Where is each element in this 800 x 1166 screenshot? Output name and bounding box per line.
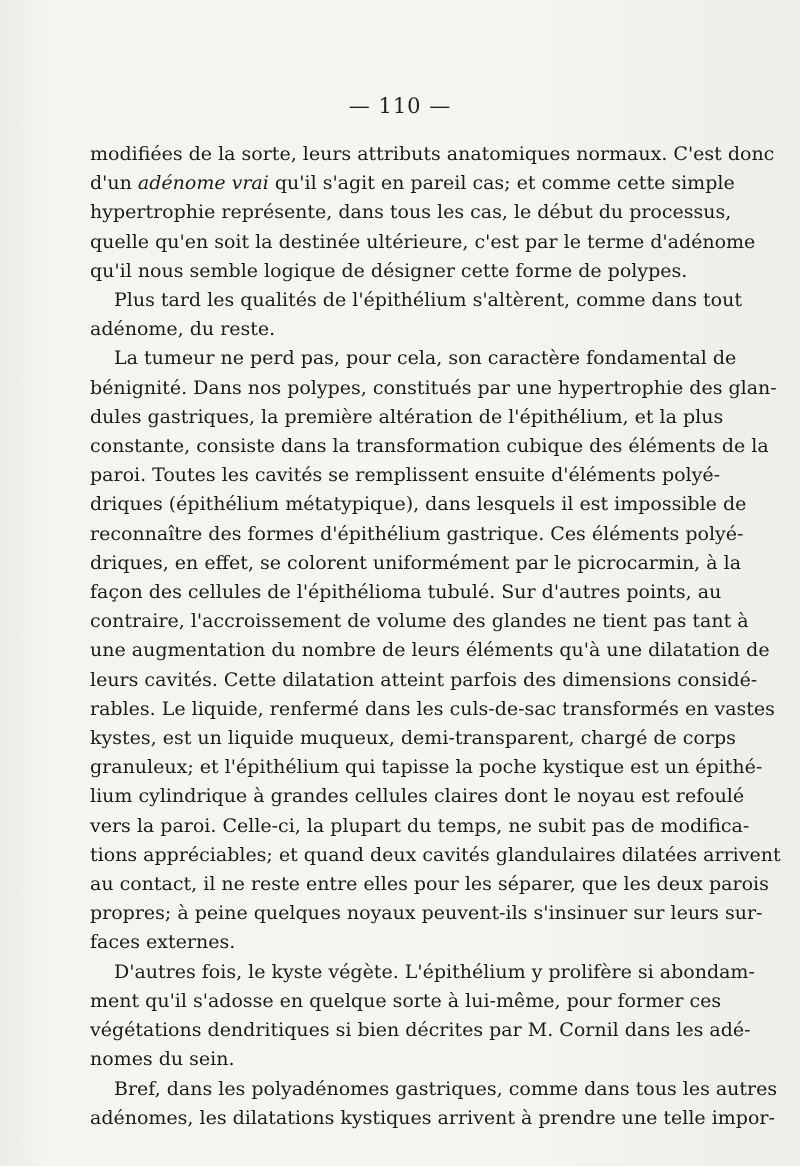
text-line: hypertrophie représente, dans tous les cas, le début du processus, (90, 201, 732, 224)
text-line: constante, consiste dans la transformation cubique des éléments de la (90, 435, 769, 458)
text-line: propres; à peine quelques noyaux peuvent-ils s'insinuer sur leurs sur- (90, 902, 763, 925)
text-line: adénomes, les dilatations kystiques arrivent à prendre une telle impor- (90, 1106, 775, 1129)
text-line: lium cylindrique à grandes cellules claires dont le noyau est refoulé (90, 785, 745, 808)
text-line: adénome, du reste. (90, 318, 276, 341)
text-line: Plus tard les qualités de l'épithélium s'altèrent, comme dans tout (114, 289, 742, 312)
text-line: D'autres fois, le kyste végète. L'épithélium y prolifère si abondam- (114, 960, 755, 983)
text-line: bénignité. Dans nos polypes, constitués par une hypertrophie des glan- (90, 376, 777, 399)
text-line: paroi. Toutes les cavités se remplissent ensuite d'éléments polyé- (90, 464, 721, 487)
text-line: driques, en effet, se colorent uniformément par le picrocarmin, à la (90, 551, 742, 574)
page-body-text (90, 140, 781, 1133)
text-line: quelle qu'en soit la destinée ultérieure, c'est par le terme d'adénome (90, 230, 756, 253)
text-line: driques (épithélium métatypique), dans lesquels il est impossible de (90, 493, 747, 516)
text-line: leurs cavités. Cette dilatation atteint parfois des dimensions considé- (90, 668, 758, 691)
text-line: vers la paroi. Celle-ci, la plupart du temps, ne subit pas de modifica- (90, 814, 750, 837)
text-line: modifiées de la sorte, leurs attributs anatomiques normaux. C'est donc (90, 143, 775, 165)
text-line: dules gastriques, la première altération de l'épithélium, et la plus (90, 405, 724, 428)
text-line: qu'il nous semble logique de désigner cette forme de polypes. (90, 259, 688, 282)
paragraph (90, 1075, 778, 1133)
text-line: au contact, il ne reste entre elles pour les séparer, que les deux parois (90, 873, 769, 896)
text-line: Bref, dans les polyadénomes gastriques, comme dans tous les autres (114, 1077, 778, 1100)
text-line: tions appréciables; et quand deux cavités glandulaires dilatées arrivent (90, 843, 781, 866)
text-line: ment qu'il s'adosse en quelque sorte à lui-même, pour former ces (90, 989, 722, 1012)
text-line: kystes, est un liquide muqueux, demi-transparent, chargé de corps (90, 727, 736, 750)
page-number: — 110 — (348, 94, 452, 118)
text-line: façon des cellules de l'épithélioma tubulé. Sur d'autres points, au (90, 581, 722, 604)
text-line: nomes du sein. (90, 1048, 235, 1071)
text-line: une augmentation du nombre de leurs éléments qu'à une dilatation de (90, 639, 770, 662)
paragraph (90, 344, 781, 957)
paragraph (90, 958, 755, 1075)
text-line: faces externes. (90, 931, 236, 954)
text-line: contraire, l'accroissement de volume des glandes ne tient pas tant à (90, 610, 749, 633)
text-line: végétations dendritiques si bien décrites par M. Cornil dans les adé- (90, 1019, 751, 1042)
paragraph (90, 286, 742, 344)
italic-term: adénome vrai (137, 172, 269, 195)
text-line: granuleux; et l'épithélium qui tapisse la poche kystique est un épithé- (90, 756, 763, 779)
text-line: La tumeur ne perd pas, pour cela, son caractère fondamental de (114, 347, 737, 370)
paragraph (90, 140, 775, 286)
text-line: reconnaître des formes d'épithélium gastrique. Ces éléments polyé- (90, 522, 744, 545)
text-line: d'un adénome vrai qu'il s'agit en pareil cas; et comme cette simple (90, 172, 735, 195)
text-line: rables. Le liquide, renfermé dans les culs-de-sac transformés en vastes (90, 697, 775, 720)
